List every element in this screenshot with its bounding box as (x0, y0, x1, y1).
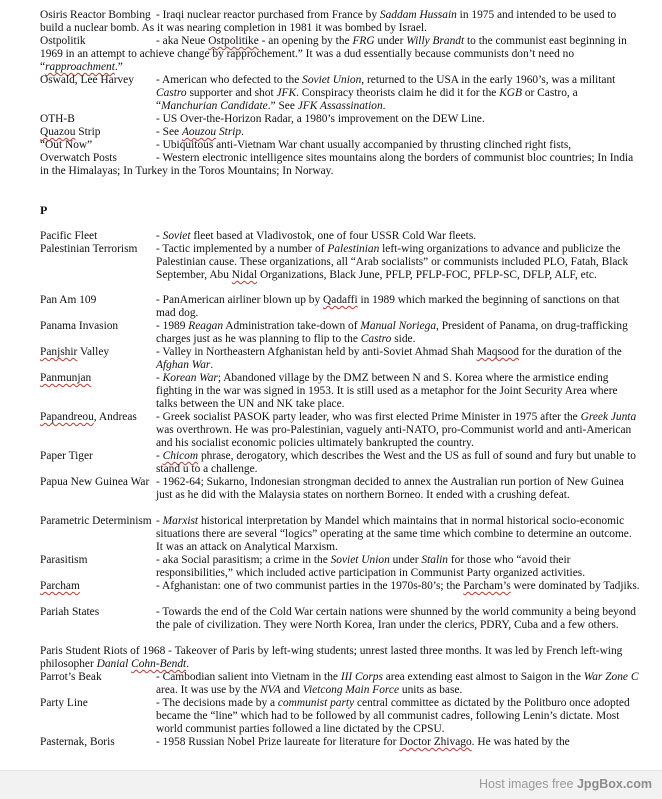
glossary-definition: - Valley in Northeastern Afghanistan held by anti-Soviet Ahmad Shah Maqsood for the duration of the Afghan War. (156, 346, 622, 372)
glossary-definition: - 1962-64; Sukarno, Indonesian strongman decided to annex the Australian run portion of New Guinea just as he did with the Malaysia states on northern Borneo. It ended with a crushing defeat. (156, 476, 624, 502)
glossary-term: Palestinian Terrorism (40, 243, 138, 255)
glossary-definition: - American who defected to the Soviet Union, returned to the USA in the early 1960’s, was a militant Castro supporter and shot JFK. Conspiracy theorists claim he did it for the KGB or Castro, a “Manchurian Candidate.” See JFK Assassination. (156, 74, 616, 113)
footer-credit[interactable] (479, 777, 652, 791)
glossary-definition: - Soviet fleet based at Vladivostok, one of four USSR Cold War fleets. (156, 230, 477, 242)
glossary-term: Paper Tiger (40, 450, 93, 462)
glossary-term: Ostpolitik (40, 35, 86, 47)
glossary-term: Osiris Reactor Bombing (40, 9, 151, 21)
glossary-definition: - PanAmerican airliner blown up by Qadaffi in 1989 which marked the beginning of sanctions on that mad dog. (156, 294, 620, 320)
glossary-definition: - aka Social parasitism; a crime in the Soviet Union under Stalin for those who “avoid their responsibilities,” which included active participation in Communist Party organized activities. (156, 554, 586, 580)
glossary-definition: - The decisions made by a communist party central committee as dictated by the Politburo once adopted became the “line” which had to be followed by all communist cadres, following Lenin’s dictate. Most world communist parties followed a line dictated by the CPSU. (156, 697, 630, 736)
glossary-term: OTH-B (40, 113, 75, 125)
glossary-term: Pan Am 109 (40, 294, 97, 306)
footer-label: Host images free (479, 777, 577, 791)
glossary-term: Pariah States (40, 606, 100, 618)
glossary-term: Pasternak, Boris (40, 736, 115, 748)
glossary-definition: - Marxist historical interpretation by Mandel which maintains that in normal historical socio-economic situations there are several “logics” operating at the same time which combine to determine an outcome. It was an attack on Analytical Marxism. (156, 515, 632, 554)
glossary-definition: - Western electronic intelligence sites mountains along the borders of communist bloc countries; In India in the Himalayas; In Turkey in the Toros Mountains; In Norway. (40, 152, 634, 178)
image-host-footer (0, 770, 662, 799)
glossary-definition: - Towards the end of the Cold War certain nations were shunned by the world community a being beyond the pale of civilization. They were North Korea, Iran under the clerics, PDRY, Cuba and a few others. (156, 606, 636, 632)
glossary-definition: - 1958 Russian Nobel Prize laureate for literature for Doctor Zhivago. He was hated by the (156, 736, 570, 748)
glossary-term: Papua New Guinea War (40, 476, 150, 488)
glossary-definition: - Afghanistan: one of two communist parties in the 1970s-80’s; the Parcham’s were dominated by Tadjiks. (156, 580, 640, 592)
glossary-definition: - Cambodian salient into Vietnam in the III Corps area extending east almost to Saigon in the War Zone C area. It was use by the NVA and Vietcong Main Force units as base. (156, 671, 639, 697)
glossary-term: Papandreou, Andreas (40, 411, 137, 423)
glossary-definition: - Chicom phrase, derogatory, which describes the West and the US as full of sound and fury but unable to stand u to a challenge. (156, 450, 636, 476)
glossary-term: Panmunjan (40, 372, 92, 384)
glossary-term: Party Line (40, 697, 88, 709)
glossary-definition: - 1989 Reagan Administration take-down of Manual Noriega, President of Panama, on drug-trafficking charges just as he was planning to flip to the Castro side. (156, 320, 628, 346)
glossary-definition: - Iraqi nuclear reactor purchased from France by Saddam Hussain in 1975 and intended to be used to build a nuclear bomb. As it was nearing completion in 1981 it was bombed by Israel. (40, 9, 617, 35)
glossary-term: “Out Now” (40, 139, 93, 151)
glossary-term: Quazou Strip (40, 126, 101, 138)
glossary-definition: - See Aouzou Strip. (156, 126, 244, 138)
glossary-definition: - US Over-the-Horizon Radar, a 1980’s improvement on the DEW Line. (156, 113, 485, 125)
glossary-term: Oswald, Lee Harvey (40, 74, 134, 86)
glossary-term: Pacific Fleet (40, 230, 98, 242)
glossary-term: Panjshir Valley (40, 346, 110, 358)
glossary-definition: - aka Neue Ostpolitike - an opening by the FRG under Willy Brandt to the communist east beginning in 1969 in an attempt to achieve change by rapprochement.” It was a dud essentially because communists don’t need no “rapproachment.” (40, 35, 627, 74)
glossary-term: Parcham (40, 580, 80, 592)
glossary-definition: - Ubiquitous anti-Vietnam War chant usually accompanied by thrusting clinched right fists, (156, 139, 572, 151)
glossary-term: Parrot’s Beak (40, 671, 102, 683)
glossary-definition: - Korean War; Abandoned village by the DMZ between N and S. Korea where the armistice ending fighting in the war was signed in 1953. It is still used as a metaphor for the Joint Security Area where talks between the UN and NK take place. (156, 372, 618, 411)
glossary-term: Parametric Determinism (40, 515, 152, 527)
glossary-term: Panama Invasion (40, 320, 119, 332)
footer-brand-link[interactable]: JpgBox.com (576, 777, 652, 791)
glossary-term: Parasitism (40, 554, 88, 566)
glossary-definition: - Greek socialist PASOK party leader, who was first elected Prime Minister in 1975 after the Greek Junta was overthrown. He was pro-Palestinian, vaguely anti-NATO, pro-Communist world and anti-American and his socialist economic policies ultimately bankrupted the country. (156, 411, 637, 450)
glossary-term: Overwatch Posts (40, 152, 117, 164)
glossary-entry-text: Paris Student Riots of 1968 - Takeover of Paris by left-wing students; unrest lasted three months. It was led by French left-wing philosopher Danial Cohn-Bendt. (40, 645, 623, 671)
section-letter-heading: P (40, 203, 48, 217)
glossary-definition: - Tactic implemented by a number of Palestinian left-wing organizations to advance and publicize the Palestinian cause. These organizations, all “Arab socialists” or communists included PLO, Fatah, Black September, Abu Nidal Organizations, Black June, PFLP, PFLP-FOC, PFLP-SC, DFLP, ALF, etc. (156, 243, 629, 282)
